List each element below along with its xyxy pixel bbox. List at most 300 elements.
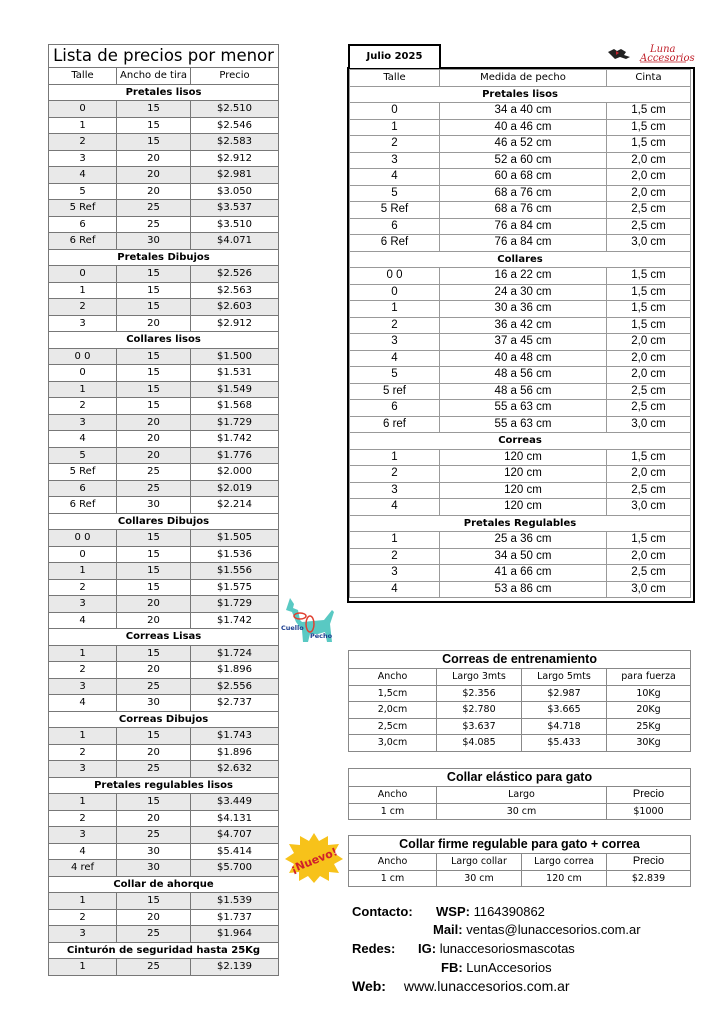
talle-cell: 4 ref — [49, 860, 117, 877]
talle-cell: 0 — [49, 546, 117, 563]
talle-cell: 2 — [49, 744, 117, 761]
price-row — [49, 282, 279, 299]
precio-cell: $1.964 — [191, 926, 279, 943]
cat-firm-correa: 120 cm — [522, 870, 607, 887]
ancho-cell: 25 — [117, 827, 191, 844]
contact-label: Contacto: — [352, 904, 413, 919]
size-medida-cell: 53 a 86 cm — [440, 581, 607, 598]
precio-cell: $4.131 — [191, 810, 279, 827]
ancho-cell: 15 — [117, 365, 191, 382]
size-row — [350, 350, 691, 367]
cat-elastic-precio: $1000 — [607, 803, 691, 820]
ancho-cell: 30 — [117, 860, 191, 877]
talle-cell: 4 — [49, 612, 117, 629]
logo-line2: Accesorios — [640, 53, 695, 64]
cat-elastic-largo: 30 cm — [437, 803, 607, 820]
talle-cell: 5 Ref — [49, 464, 117, 481]
cat-firm-body — [349, 836, 691, 887]
price-row — [49, 612, 279, 629]
size-row — [350, 284, 691, 301]
precio-cell: $2.632 — [191, 761, 279, 778]
size-medida-cell: 40 a 48 cm — [440, 350, 607, 367]
size-talle-cell: 6 ref — [350, 416, 440, 433]
size-talle-cell: 3 — [350, 482, 440, 499]
size-cinta-cell: 3,0 cm — [607, 235, 691, 252]
price-list-title-row — [49, 45, 279, 68]
training-3m-cell: $3.637 — [437, 718, 522, 735]
precio-cell: $3.449 — [191, 794, 279, 811]
ancho-cell: 15 — [117, 134, 191, 151]
training-3m-cell: $2.356 — [437, 685, 522, 702]
precio-cell: $2.214 — [191, 497, 279, 514]
price-row — [49, 497, 279, 514]
ancho-cell: 25 — [117, 678, 191, 695]
cat-firm-title: Collar firme regulable para gato + correa — [349, 836, 691, 854]
fb-link[interactable]: LunAccesorios — [466, 960, 552, 975]
section-title: Cinturón de seguridad hasta 25Kg — [49, 942, 279, 959]
size-medida-cell: 41 a 66 cm — [440, 565, 607, 582]
talle-cell: 5 — [49, 447, 117, 464]
precio-cell: $1.556 — [191, 563, 279, 580]
size-talle-cell: 6 — [350, 218, 440, 235]
size-medida-cell: 68 a 76 cm — [440, 185, 607, 202]
size-medida-cell: 40 a 46 cm — [440, 119, 607, 136]
price-row — [49, 579, 279, 596]
training-3m-cell: $2.780 — [437, 702, 522, 719]
precio-cell: $1.500 — [191, 348, 279, 365]
precio-cell: $2.546 — [191, 117, 279, 134]
talle-cell: 0 0 — [49, 530, 117, 547]
size-talle-cell: 2 — [350, 466, 440, 483]
ancho-cell: 15 — [117, 794, 191, 811]
ancho-cell: 20 — [117, 414, 191, 431]
price-row — [49, 761, 279, 778]
training-ancho-cell: 2,0cm — [349, 702, 437, 719]
social-label: Redes: — [352, 941, 396, 956]
price-row — [49, 216, 279, 233]
ancho-cell: 15 — [117, 563, 191, 580]
mail-line — [433, 922, 641, 937]
ancho-cell: 15 — [117, 645, 191, 662]
size-header-medida: Medida de pecho — [440, 70, 607, 87]
precio-cell: $1.539 — [191, 893, 279, 910]
talle-cell: 0 — [49, 266, 117, 283]
precio-cell: $2.000 — [191, 464, 279, 481]
size-cinta-cell: 2,0 cm — [607, 334, 691, 351]
price-row — [49, 678, 279, 695]
size-cinta-cell: 3,0 cm — [607, 416, 691, 433]
size-cinta-cell: 1,5 cm — [607, 449, 691, 466]
size-medida-cell: 25 a 36 cm — [440, 532, 607, 549]
ancho-cell: 25 — [117, 216, 191, 233]
size-row — [350, 482, 691, 499]
size-medida-cell: 55 a 63 cm — [440, 400, 607, 417]
size-talle-cell: 6 Ref — [350, 235, 440, 252]
size-talle-cell: 2 — [350, 317, 440, 334]
size-cinta-cell: 2,5 cm — [607, 565, 691, 582]
precio-cell: $1.742 — [191, 431, 279, 448]
ancho-cell: 15 — [117, 101, 191, 118]
price-row — [49, 167, 279, 184]
size-medida-cell: 30 a 36 cm — [440, 301, 607, 318]
precio-cell: $2.912 — [191, 315, 279, 332]
ancho-cell: 15 — [117, 530, 191, 547]
size-talle-cell: 5 ref — [350, 383, 440, 400]
mail-label: Mail: — [433, 922, 463, 937]
section-title: Correas Dibujos — [49, 711, 279, 728]
price-row — [49, 645, 279, 662]
size-medida-cell: 48 a 56 cm — [440, 383, 607, 400]
size-talle-cell: 4 — [350, 169, 440, 186]
talle-cell: 3 — [49, 596, 117, 613]
price-row — [49, 530, 279, 547]
size-guide-table — [349, 69, 691, 598]
precio-cell: $2.603 — [191, 299, 279, 316]
training-row — [349, 685, 691, 702]
training-5m-cell: $5.433 — [522, 735, 607, 752]
cat-firm-row — [349, 870, 691, 887]
section-header-row — [49, 249, 279, 266]
talle-cell: 3 — [49, 315, 117, 332]
ancho-cell: 20 — [117, 909, 191, 926]
size-talle-cell: 6 — [350, 400, 440, 417]
ancho-cell: 15 — [117, 893, 191, 910]
cat-firm-table — [348, 835, 691, 887]
section-header-row — [49, 876, 279, 893]
size-row — [350, 449, 691, 466]
size-section-header-row — [350, 433, 691, 450]
size-guide-body — [350, 70, 691, 598]
price-row — [49, 810, 279, 827]
size-cinta-cell: 2,0 cm — [607, 185, 691, 202]
size-row — [350, 334, 691, 351]
precio-cell: $4.707 — [191, 827, 279, 844]
size-talle-cell: 1 — [350, 301, 440, 318]
size-cinta-cell: 2,0 cm — [607, 367, 691, 384]
price-list-table — [48, 44, 279, 976]
precio-cell: $1.896 — [191, 662, 279, 679]
talle-cell: 1 — [49, 645, 117, 662]
training-5m-cell: $4.718 — [522, 718, 607, 735]
size-cinta-cell: 3,0 cm — [607, 581, 691, 598]
price-row — [49, 662, 279, 679]
cat-elastic-header-precio: Precio — [607, 787, 691, 804]
cat-elastic-header-row — [349, 787, 691, 804]
talle-cell: 4 — [49, 167, 117, 184]
training-ancho-cell: 3,0cm — [349, 735, 437, 752]
precio-cell: $2.737 — [191, 695, 279, 712]
section-title: Collar de ahorque — [49, 876, 279, 893]
contact-line — [352, 904, 413, 919]
size-medida-cell: 55 a 63 cm — [440, 416, 607, 433]
size-talle-cell: 3 — [350, 152, 440, 169]
wsp-value[interactable]: 1164390862 — [473, 904, 545, 919]
talle-cell: 6 — [49, 480, 117, 497]
precio-cell: $1.743 — [191, 728, 279, 745]
precio-cell: $2.912 — [191, 150, 279, 167]
size-talle-cell: 0 — [350, 284, 440, 301]
precio-cell: $1.549 — [191, 381, 279, 398]
training-header-fuerza: para fuerza — [607, 669, 691, 686]
size-medida-cell: 37 a 45 cm — [440, 334, 607, 351]
price-row — [49, 348, 279, 365]
training-ancho-cell: 2,5cm — [349, 718, 437, 735]
precio-cell: $3.510 — [191, 216, 279, 233]
talle-cell: 3 — [49, 926, 117, 943]
size-section-title: Collares — [350, 251, 691, 268]
precio-cell: $2.556 — [191, 678, 279, 695]
cat-elastic-row — [349, 803, 691, 820]
fb-line — [441, 960, 552, 975]
size-cinta-cell: 2,0 cm — [607, 152, 691, 169]
precio-cell: $1.505 — [191, 530, 279, 547]
size-section-header-row — [350, 251, 691, 268]
size-talle-cell: 4 — [350, 581, 440, 598]
size-row — [350, 268, 691, 285]
precio-cell: $1.568 — [191, 398, 279, 415]
talle-cell: 1 — [49, 563, 117, 580]
cat-firm-ancho: 1 cm — [349, 870, 437, 887]
ancho-cell: 20 — [117, 744, 191, 761]
size-cinta-cell: 1,5 cm — [607, 103, 691, 120]
training-title: Correas de entrenamiento — [349, 651, 691, 669]
price-row — [49, 596, 279, 613]
price-row — [49, 827, 279, 844]
precio-cell: $1.737 — [191, 909, 279, 926]
price-row — [49, 134, 279, 151]
section-header-row — [49, 84, 279, 101]
price-row — [49, 794, 279, 811]
price-row — [49, 480, 279, 497]
section-title: Pretales regulables lisos — [49, 777, 279, 794]
size-row — [350, 581, 691, 598]
talle-cell: 2 — [49, 909, 117, 926]
ancho-cell: 25 — [117, 926, 191, 943]
talle-cell: 1 — [49, 728, 117, 745]
price-row — [49, 398, 279, 415]
social-line — [352, 941, 395, 956]
price-row — [49, 431, 279, 448]
talle-cell: 2 — [49, 662, 117, 679]
talle-cell: 5 — [49, 183, 117, 200]
logo-text — [640, 45, 695, 63]
size-medida-cell: 34 a 50 cm — [440, 548, 607, 565]
size-cinta-cell: 1,5 cm — [607, 268, 691, 285]
cat-firm-header-correa: Largo correa — [522, 854, 607, 871]
size-row — [350, 136, 691, 153]
size-talle-cell: 5 — [350, 185, 440, 202]
size-cinta-cell: 1,5 cm — [607, 284, 691, 301]
talle-cell: 3 — [49, 827, 117, 844]
size-medida-cell: 120 cm — [440, 449, 607, 466]
size-cinta-cell: 1,5 cm — [607, 301, 691, 318]
size-cinta-cell: 2,5 cm — [607, 202, 691, 219]
fb-label: FB: — [441, 960, 463, 975]
training-fuerza-cell: 30Kg — [607, 735, 691, 752]
size-cinta-cell: 2,5 cm — [607, 383, 691, 400]
price-row — [49, 695, 279, 712]
price-row — [49, 315, 279, 332]
cat-elastic-header-largo: Largo — [437, 787, 607, 804]
size-cinta-cell: 2,5 cm — [607, 218, 691, 235]
size-medida-cell: 76 a 84 cm — [440, 218, 607, 235]
talle-cell: 4 — [49, 431, 117, 448]
size-medida-cell: 120 cm — [440, 482, 607, 499]
talle-cell: 5 Ref — [49, 200, 117, 217]
talle-cell: 3 — [49, 761, 117, 778]
talle-cell: 1 — [49, 117, 117, 134]
size-section-header-row — [350, 515, 691, 532]
training-row — [349, 735, 691, 752]
talle-cell: 6 Ref — [49, 497, 117, 514]
precio-cell: $2.981 — [191, 167, 279, 184]
talle-cell: 6 — [49, 216, 117, 233]
talle-cell: 1 — [49, 381, 117, 398]
ancho-cell: 20 — [117, 150, 191, 167]
size-row — [350, 499, 691, 516]
price-row — [49, 959, 279, 976]
precio-cell: $2.510 — [191, 101, 279, 118]
size-section-header-row — [350, 86, 691, 103]
ancho-cell: 15 — [117, 299, 191, 316]
talle-cell: 2 — [49, 299, 117, 316]
size-medida-cell: 24 a 30 cm — [440, 284, 607, 301]
price-row — [49, 365, 279, 382]
ancho-cell: 30 — [117, 497, 191, 514]
cat-elastic-table — [348, 768, 691, 820]
precio-cell: $1.729 — [191, 414, 279, 431]
precio-cell: $2.019 — [191, 480, 279, 497]
talle-cell: 1 — [49, 893, 117, 910]
ig-link[interactable]: lunaccesoriosmascotas — [439, 941, 575, 956]
size-cinta-cell: 2,0 cm — [607, 548, 691, 565]
mail-link[interactable]: ventas@lunaccesorios.com.ar — [466, 922, 641, 937]
ancho-cell: 20 — [117, 183, 191, 200]
size-talle-cell: 1 — [350, 532, 440, 549]
dog-measurement-icon — [280, 594, 340, 650]
precio-cell: $1.896 — [191, 744, 279, 761]
date-label: Julio 2025 — [348, 44, 441, 70]
size-medida-cell: 52 a 60 cm — [440, 152, 607, 169]
price-row — [49, 546, 279, 563]
size-cinta-cell: 1,5 cm — [607, 317, 691, 334]
wsp-line — [436, 904, 545, 919]
cat-firm-header-ancho: Ancho — [349, 854, 437, 871]
web-link[interactable]: www.lunaccesorios.com.ar — [403, 978, 570, 994]
section-header-row — [49, 711, 279, 728]
size-row — [350, 185, 691, 202]
size-row — [350, 152, 691, 169]
precio-cell: $1.742 — [191, 612, 279, 629]
size-medida-cell: 48 a 56 cm — [440, 367, 607, 384]
price-row — [49, 893, 279, 910]
size-cinta-cell: 2,0 cm — [607, 350, 691, 367]
talle-cell: 3 — [49, 150, 117, 167]
size-medida-cell: 46 a 52 cm — [440, 136, 607, 153]
size-row — [350, 317, 691, 334]
precio-cell: $2.563 — [191, 282, 279, 299]
ancho-cell: 20 — [117, 596, 191, 613]
precio-cell: $1.536 — [191, 546, 279, 563]
ancho-cell: 15 — [117, 398, 191, 415]
training-row — [349, 718, 691, 735]
ancho-cell: 20 — [117, 447, 191, 464]
cat-elastic-body — [349, 769, 691, 820]
ancho-cell: 15 — [117, 348, 191, 365]
precio-cell: $2.139 — [191, 959, 279, 976]
precio-cell: $1.724 — [191, 645, 279, 662]
section-header-row — [49, 629, 279, 646]
price-row — [49, 150, 279, 167]
section-header-row — [49, 513, 279, 530]
ig-line — [418, 941, 575, 956]
ancho-cell: 30 — [117, 695, 191, 712]
logo-line1: Luna — [650, 44, 676, 55]
ancho-cell: 25 — [117, 200, 191, 217]
cat-firm-header-row — [349, 854, 691, 871]
precio-cell: $1.575 — [191, 579, 279, 596]
precio-cell: $1.776 — [191, 447, 279, 464]
ancho-cell: 15 — [117, 546, 191, 563]
precio-cell: $3.537 — [191, 200, 279, 217]
talle-cell: 2 — [49, 398, 117, 415]
price-row — [49, 117, 279, 134]
precio-cell: $2.526 — [191, 266, 279, 283]
size-cinta-cell: 1,5 cm — [607, 136, 691, 153]
section-title: Pretales Dibujos — [49, 249, 279, 266]
training-leash-body — [349, 651, 691, 752]
cat-elastic-ancho: 1 cm — [349, 803, 437, 820]
precio-cell: $2.583 — [191, 134, 279, 151]
size-row — [350, 383, 691, 400]
price-row — [49, 381, 279, 398]
talle-cell: 3 — [49, 414, 117, 431]
size-cinta-cell: 2,5 cm — [607, 400, 691, 417]
ancho-cell: 25 — [117, 464, 191, 481]
ancho-cell: 15 — [117, 282, 191, 299]
price-list-header-row — [49, 68, 279, 85]
training-row — [349, 702, 691, 719]
section-header-row — [49, 777, 279, 794]
price-row — [49, 563, 279, 580]
cat-firm-precio: $2.839 — [607, 870, 691, 887]
new-badge-icon — [284, 832, 344, 884]
size-cinta-cell: 3,0 cm — [607, 499, 691, 516]
size-medida-cell: 34 a 40 cm — [440, 103, 607, 120]
size-talle-cell: 5 Ref — [350, 202, 440, 219]
ancho-cell: 25 — [117, 959, 191, 976]
talle-cell: 1 — [49, 959, 117, 976]
new-badge-text: ¡Nuevo! — [288, 845, 340, 876]
precio-cell: $5.414 — [191, 843, 279, 860]
size-row — [350, 169, 691, 186]
dog-label-chest: Pecho — [310, 632, 333, 640]
talle-cell: 0 — [49, 101, 117, 118]
cat-firm-title-row — [349, 836, 691, 854]
dog-label-neck: Cuello — [281, 624, 304, 632]
ancho-cell: 25 — [117, 761, 191, 778]
section-title: Correas Lisas — [49, 629, 279, 646]
section-header-row — [49, 332, 279, 349]
training-header-row — [349, 669, 691, 686]
ig-label: IG: — [418, 941, 437, 956]
talle-cell: 4 — [49, 695, 117, 712]
price-row — [49, 728, 279, 745]
precio-cell: $1.729 — [191, 596, 279, 613]
size-row — [350, 532, 691, 549]
price-row — [49, 200, 279, 217]
size-row — [350, 400, 691, 417]
